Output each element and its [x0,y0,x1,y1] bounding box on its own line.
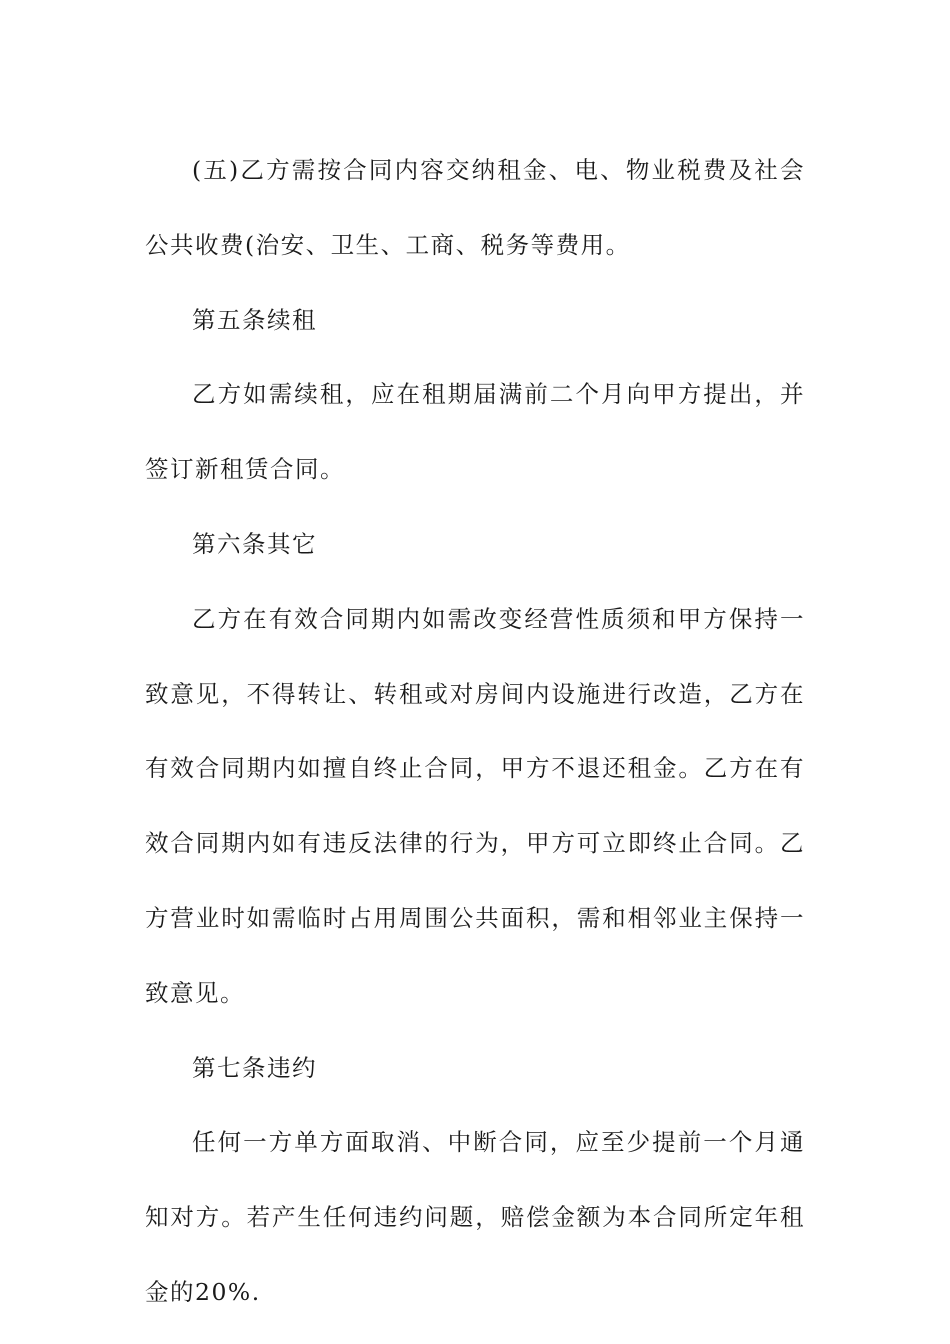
renewal-paragraph: 乙方如需续租，应在租期届满前二个月向甲方提出，并签订新租赁合同。 [145,380,805,484]
breach-paragraph: 任何一方单方面取消、中断合同，应至少提前一个月通知对方。若产生任何违约问题，赔偿金额为本合同所定年租金的20%. [145,1128,805,1306]
clause-5-fees-paragraph: (五)乙方需按合同内容交纳租金、电、物业税费及社会公共收费(治安、卫生、工商、税务等费用。 [145,156,805,259]
other-terms-paragraph: 乙方在有效合同期内如需改变经营性质须和甲方保持一致意见，不得转让、转租或对房间内设施进行改造，乙方在有效合同期内如擅自终止合同，甲方不退还租金。乙方在有效合同期内如有违反法律的行为，甲方可立即终止合同。乙方营业时如需临时占用周围公共面积，需和相邻业主保持一致意见。 [145,604,805,1007]
article-7-heading: 第七条违约 [192,1053,317,1082]
article-5-heading: 第五条续租 [192,305,317,334]
document-body [145,133,805,1330]
article-6-heading: 第六条其它 [192,529,317,558]
